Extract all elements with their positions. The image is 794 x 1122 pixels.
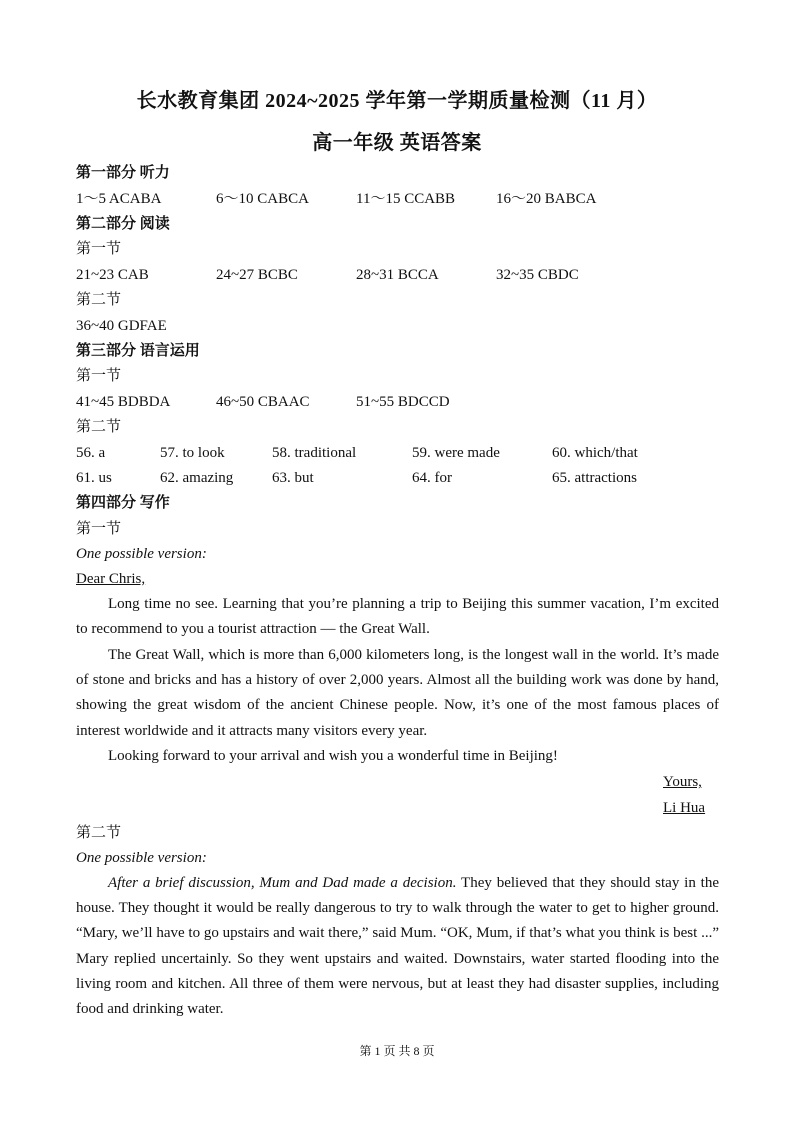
story-text: They believed that they should stay in the house. They thought it would be really dangerous to try to walk through the water to get to higher ground. “Mary, we’ll have to go upstairs and wait there,” said Mum. “OK, Mum, if that’s what you think is best ...” Mary replied uncertainly. So they went upstairs and waited. Downstairs, water started flooding into the living room and kitchen. All three of them were nervous, but at least they had disaster supplies, including food and drinking water. (76, 875, 719, 1018)
part2-heading: 第二部分 阅读 (76, 216, 170, 232)
answer-group: 28~31 BCCA (356, 267, 439, 283)
fill-answer: 59. were made (412, 445, 500, 461)
fill-answer: 56. a (76, 445, 106, 461)
page-number: 第 1 页 共 8 页 (359, 1044, 435, 1058)
section-label: 第一节 (76, 521, 122, 537)
fill-answer: 63. but (272, 470, 314, 486)
fill-answer: 64. for (412, 470, 452, 486)
letter-paragraph: The Great Wall, which is more than 6,000 kilometers long, is the longest wall in the world. It’s made of stone and bricks and has a history of over 2,000 years. Almost all the building work was done by hand, showing the great wisdom of the ancient Chinese people. Now, it’s one of the most famous places of interest worldwide and it attracts many visitors every year. (76, 647, 719, 739)
fill-answer: 58. traditional (272, 445, 357, 461)
letter-paragraph: Long time no see. Learning that you’re planning a trip to Beijing this summer vacation, I’m excited to recommend to you a tourist attraction — the Great Wall. (76, 596, 719, 638)
section-label: 第二节 (76, 419, 122, 435)
part1-heading: 第一部分 听力 (76, 165, 170, 181)
letter-greeting: Dear Chris, (76, 571, 146, 587)
answer-group: 11～15 CCABB (356, 191, 456, 207)
fill-answer: 61. us (76, 470, 112, 486)
section-label: 第一节 (76, 368, 122, 384)
answer-group: 21~23 CAB (76, 267, 149, 283)
letter-paragraph: Looking forward to your arrival and wish you a wonderful time in Beijing! (108, 748, 558, 764)
letter-signature: Li Hua (663, 800, 706, 816)
answer-group: 51~55 BDCCD (356, 394, 450, 410)
answer-group: 24~27 BCBC (216, 267, 298, 283)
answer-group: 6～10 CABCA (216, 191, 309, 207)
answer-group: 46~50 CBAAC (216, 394, 310, 410)
section-label: 第二节 (76, 292, 122, 308)
section-label: 第二节 (76, 825, 122, 841)
section-label: 第一节 (76, 241, 122, 257)
part4-heading: 第四部分 写作 (76, 495, 170, 511)
fill-answer: 57. to look (160, 445, 225, 461)
fill-answer: 65. attractions (552, 470, 637, 486)
fill-answer: 62. amazing (160, 470, 234, 486)
page-title: 长水教育集团 2024~2025 学年第一学期质量检测（11 月） (136, 90, 658, 112)
version-label: One possible version: (76, 850, 207, 866)
story-opening: After a brief discussion, Mum and Dad made a decision. (108, 875, 457, 891)
answer-group: 41~45 BDBDA (76, 394, 171, 410)
fill-answer: 60. which/that (552, 445, 638, 461)
answer-group: 16～20 BABCA (496, 191, 597, 207)
letter-closing: Yours, (663, 774, 702, 790)
version-label: One possible version: (76, 546, 207, 562)
answer-group: 36~40 GDFAE (76, 318, 167, 334)
answer-group: 1～5 ACABA (76, 191, 162, 207)
answer-group: 32~35 CBDC (496, 267, 579, 283)
story-paragraph (76, 871, 719, 1022)
page-subtitle: 高一年级 英语答案 (312, 132, 482, 154)
part3-heading: 第三部分 语言运用 (76, 343, 200, 359)
